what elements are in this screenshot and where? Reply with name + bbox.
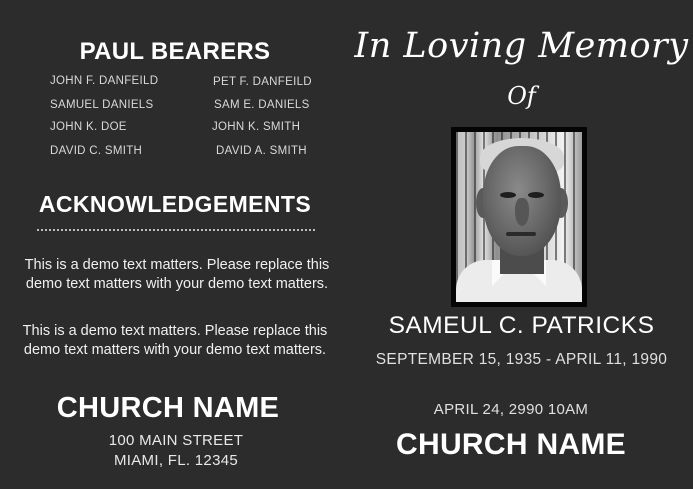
pall-bearer-name: JOHN K. DOE bbox=[50, 121, 127, 133]
in-loving-memory-heading: In Loving Memory bbox=[354, 26, 689, 66]
pall-bearers-title: PAUL BEARERS bbox=[79, 38, 271, 65]
portrait-photo-frame bbox=[451, 127, 587, 307]
acknowledgements-title: ACKNOWLEDGEMENTS bbox=[38, 191, 312, 217]
pall-bearer-name: DAVID A. SMITH bbox=[216, 145, 307, 157]
pall-bearer-name: DAVID C. SMITH bbox=[50, 145, 143, 157]
acknowledgement-paragraph: This is a demo text matters. Please replace this demo text matters with your demo text matters. bbox=[24, 257, 330, 292]
life-dates: SEPTEMBER 15, 1935 - APRIL 11, 1990 bbox=[375, 351, 668, 368]
pall-bearer-name: JOHN F. DANFEILD bbox=[50, 75, 159, 87]
church-name: CHURCH NAME bbox=[396, 428, 626, 461]
pall-bearer-name: PET F. DANFEILD bbox=[213, 76, 312, 88]
dotted-divider bbox=[37, 227, 315, 231]
service-datetime: APRIL 24, 2990 10AM bbox=[433, 401, 589, 418]
pall-bearer-name: SAMUEL DANIELS bbox=[50, 99, 154, 111]
right-panel bbox=[350, 0, 693, 489]
deceased-name: SAMEUL C. PATRICKS bbox=[388, 312, 655, 339]
church-name: CHURCH NAME bbox=[56, 392, 280, 424]
pall-bearer-name: JOHN K. SMITH bbox=[212, 121, 301, 133]
pall-bearer-name: SAM E. DANIELS bbox=[214, 99, 310, 111]
of-heading: Of bbox=[507, 82, 536, 110]
church-address-line: MIAMI, FL. 12345 bbox=[113, 452, 239, 469]
church-address-line: 100 MAIN STREET bbox=[108, 432, 244, 449]
acknowledgement-paragraph: This is a demo text matters. Please replace this demo text matters with your demo text matters. bbox=[22, 323, 328, 358]
portrait-photo bbox=[456, 132, 582, 302]
